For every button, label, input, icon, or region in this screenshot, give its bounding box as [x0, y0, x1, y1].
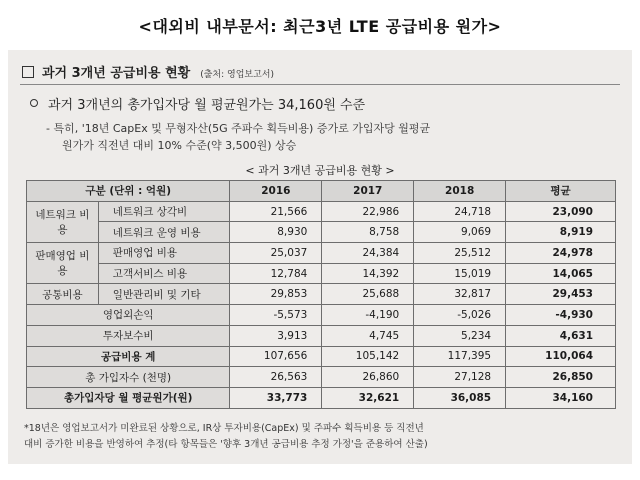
row-label: 판매영업 비용 — [98, 243, 230, 264]
row-label: 투자보수비 — [27, 325, 230, 346]
table-row — [27, 305, 616, 326]
cell-average: -4,930 — [506, 305, 616, 326]
cell-2018: 27,128 — [414, 367, 506, 388]
table-row — [27, 284, 616, 305]
section-divider — [20, 84, 620, 85]
header-category: 구분 (단위 : 억원) — [27, 181, 230, 202]
row-label: 총가입자당 월 평균원가(원) — [27, 387, 230, 408]
header-2017: 2017 — [322, 181, 414, 202]
table-title: < 과거 3개년 공급비용 현황 > — [245, 164, 395, 177]
header-2016: 2016 — [230, 181, 322, 202]
cell-2016: 12,784 — [230, 263, 322, 284]
cell-2017: 8,758 — [322, 222, 414, 243]
cell-2018: 5,234 — [414, 325, 506, 346]
cell-2016: 8,930 — [230, 222, 322, 243]
cell-2017: 4,745 — [322, 325, 414, 346]
cell-average: 23,090 — [506, 201, 616, 222]
cell-2017: 32,621 — [322, 387, 414, 408]
note-line-1: - 특히, '18년 CapEx 및 무형자산(5G 주파수 획득비용) 증가로 가입자당 월평균 — [46, 122, 431, 135]
table-row — [27, 263, 616, 284]
cell-average: 4,631 — [506, 325, 616, 346]
cost-table — [26, 180, 616, 409]
row-label: 총 가입자수 (천명) — [27, 367, 230, 388]
cell-2016: 33,773 — [230, 387, 322, 408]
row-label: 영업외손익 — [27, 305, 230, 326]
header-2018: 2018 — [414, 181, 506, 202]
section-title-text: 과거 3개년 공급비용 현황 — [42, 66, 191, 81]
cell-2018: 9,069 — [414, 222, 506, 243]
cell-average: 14,065 — [506, 263, 616, 284]
table-row — [27, 222, 616, 243]
section-source: (출처: 영업보고서) — [200, 70, 274, 80]
cell-2018: 24,718 — [414, 201, 506, 222]
summary-bullet — [30, 94, 365, 113]
cell-2017: 105,142 — [322, 346, 414, 367]
cell-average: 29,453 — [506, 284, 616, 305]
row-label: 일반관리비 및 기타 — [98, 284, 230, 305]
cell-2017: 24,384 — [322, 243, 414, 264]
cell-2017: 14,392 — [322, 263, 414, 284]
table-row — [27, 387, 616, 408]
table-header-row — [27, 181, 616, 202]
row-label: 네트워크 운영 비용 — [98, 222, 230, 243]
table-row — [27, 201, 616, 222]
cell-2018: 15,019 — [414, 263, 506, 284]
cell-2016: 29,853 — [230, 284, 322, 305]
section-title — [22, 62, 274, 81]
cell-average: 24,978 — [506, 243, 616, 264]
cell-2017: 25,688 — [322, 284, 414, 305]
cell-2016: -5,573 — [230, 305, 322, 326]
footnote-line-1: *18년은 영업보고서가 미완료된 상황으로, IR상 투자비용(CapEx) 및 주파수 획득비용 등 직전년 — [24, 423, 424, 434]
cell-average: 34,160 — [506, 387, 616, 408]
checkbox-square-icon — [22, 66, 34, 78]
cell-2018: 25,512 — [414, 243, 506, 264]
group-network: 네트워크 비용 — [27, 201, 99, 242]
row-label: 공급비용 계 — [27, 346, 230, 367]
group-common: 공통비용 — [27, 284, 99, 305]
cell-2016: 26,563 — [230, 367, 322, 388]
cell-2017: 26,860 — [322, 367, 414, 388]
cell-2018: -5,026 — [414, 305, 506, 326]
document-photo — [8, 50, 632, 464]
cell-2018: 32,817 — [414, 284, 506, 305]
cell-2016: 107,656 — [230, 346, 322, 367]
table-row — [27, 346, 616, 367]
page-caption: <대외비 내부문서: 최근3년 LTE 공급비용 원가> — [138, 17, 502, 36]
cell-2018: 36,085 — [414, 387, 506, 408]
cell-average: 26,850 — [506, 367, 616, 388]
cell-average: 8,919 — [506, 222, 616, 243]
cell-average: 110,064 — [506, 346, 616, 367]
cell-2017: -4,190 — [322, 305, 414, 326]
table-row — [27, 325, 616, 346]
cell-2016: 25,037 — [230, 243, 322, 264]
row-label: 네트워크 상각비 — [98, 201, 230, 222]
cell-2016: 21,566 — [230, 201, 322, 222]
table-row — [27, 243, 616, 264]
note-line-2: 원가가 직전년 대비 10% 수준(약 3,500원) 상승 — [62, 139, 297, 152]
footnote-line-2: 대비 증가한 비용을 반영하여 추정(타 항목들은 '향후 3개년 공급비용 추정 가정'을 준용하여 산출) — [24, 439, 428, 450]
summary-text: 과거 3개년의 총가입자당 월 평균원가는 34,160원 수준 — [48, 98, 366, 113]
cell-2017: 22,986 — [322, 201, 414, 222]
circle-bullet-icon — [30, 99, 38, 107]
cell-2018: 117,395 — [414, 346, 506, 367]
header-average: 평균 — [506, 181, 616, 202]
row-label: 고객서비스 비용 — [98, 263, 230, 284]
cell-2016: 3,913 — [230, 325, 322, 346]
table-row — [27, 367, 616, 388]
group-sales: 판매영업 비용 — [27, 243, 99, 284]
